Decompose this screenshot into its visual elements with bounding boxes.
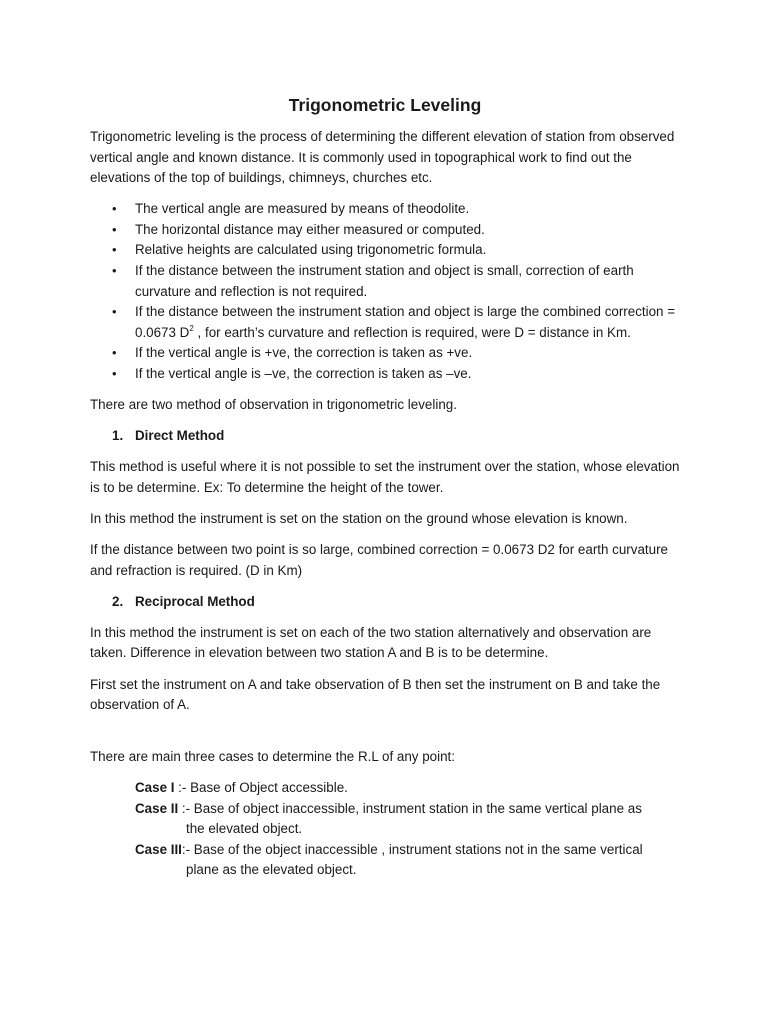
- direct-paragraph: This method is useful where it is not possible to set the instrument over the station, whose elevation is to be determine. Ex: To determine the height of the tower.: [90, 459, 680, 495]
- heading-number: 1.: [112, 428, 124, 444]
- reciprocal-method-heading: [90, 592, 680, 613]
- cases-intro: There are main three cases to determine the R.L of any point:: [90, 748, 455, 764]
- case-item: [135, 799, 680, 840]
- bullet-item: • If the distance between the instrument station and object is small, correction of earth curvature and reflection is not required.: [90, 261, 680, 302]
- direct-method-heading: [90, 426, 680, 447]
- bullet-item: [90, 302, 680, 343]
- direct-paragraph: In this method the instrument is set on the station on the ground whose elevation is known.: [90, 511, 628, 526]
- document-content: [90, 93, 680, 881]
- intro-paragraph: Trigonometric leveling is the process of determining the different elevation of station from observed vertical angle and known distance. It is commonly used in topographical work to find out the elevations of the top of buildings, chimneys, churches etc.: [90, 129, 675, 186]
- page-title: Trigonometric Leveling: [288, 95, 482, 115]
- case-text-continued: plane as the elevated object.: [186, 862, 357, 878]
- bullet-item: • Relative heights are calculated using trigonometric formula.: [90, 240, 680, 261]
- case-item: [135, 778, 680, 799]
- heading-text: Reciprocal Method: [135, 593, 255, 609]
- cases-list: [90, 778, 680, 881]
- heading-number: 2.: [112, 593, 124, 609]
- bullet-item: • The vertical angle are measured by means of theodolite.: [90, 199, 680, 220]
- reciprocal-paragraph: First set the instrument on A and take observation of B then set the instrument on B and take the observation of A.: [90, 676, 661, 713]
- bullet-text: , for earth’s curvature and reflection is required, were D = distance in Km.: [193, 324, 631, 340]
- superscript: 2: [189, 323, 194, 333]
- case-item: [135, 840, 680, 881]
- case-label: Case III: [135, 841, 182, 857]
- case-text: :- Base of Object accessible.: [174, 779, 348, 795]
- methods-intro: There are two method of observation in trigonometric leveling.: [90, 397, 457, 413]
- reciprocal-paragraph: In this method the instrument is set on each of the two station alternatively and observation are taken. Difference in elevation between two station A and B is to be determine.: [90, 624, 652, 661]
- heading-text: Direct Method: [135, 428, 225, 444]
- direct-paragraph: If the distance between two point is so large, combined correction = 0.0673 D2 for earth curvature and refraction is required. (D in Km): [90, 542, 668, 578]
- case-text: :- Base of the object inaccessible , instrument stations not in the same vertical: [181, 841, 643, 857]
- spacer: [90, 726, 680, 747]
- case-text: :- Base of object inaccessible, instrument station in the same vertical plane as: [178, 800, 642, 816]
- case-label: Case I: [135, 779, 175, 795]
- case-label: Case II: [135, 800, 179, 816]
- bullet-item: • If the vertical angle is +ve, the correction is taken as +ve.: [90, 343, 680, 364]
- bullet-text: If the distance between the instrument station and object is large the combined correction = 0.0673 D: [135, 304, 676, 340]
- bullet-list: [90, 199, 680, 384]
- bullet-item: • If the vertical angle is –ve, the correction is taken as –ve.: [90, 364, 680, 385]
- case-text-continued: the elevated object.: [186, 821, 303, 837]
- bullet-item: • The horizontal distance may either measured or computed.: [90, 220, 680, 241]
